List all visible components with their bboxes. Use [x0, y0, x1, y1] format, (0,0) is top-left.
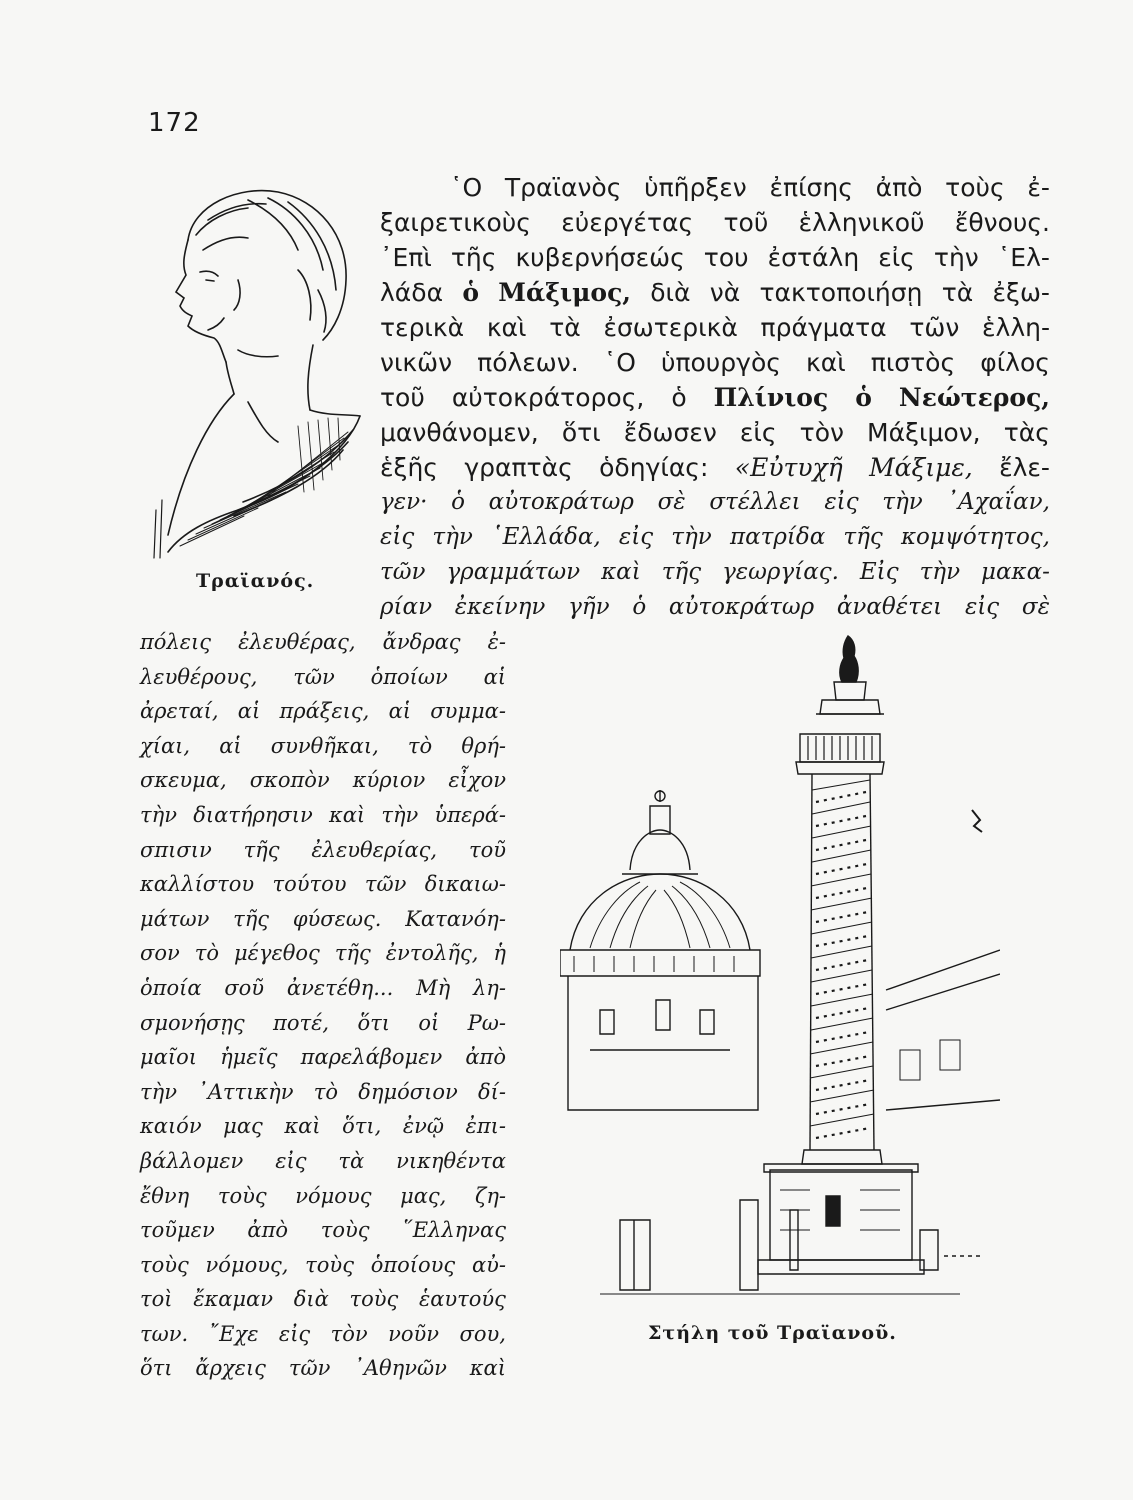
word: τούτου — [272, 872, 347, 897]
text-line — [140, 1006, 506, 1041]
word: νικῶν — [380, 348, 453, 377]
word: ἐπι- — [465, 1114, 506, 1139]
word: γῆν — [568, 594, 610, 620]
word: τὴν — [140, 802, 177, 827]
word: αἱ — [388, 699, 411, 724]
word: μακα- — [981, 559, 1050, 585]
word: τοὶ — [140, 1287, 173, 1312]
word: εὐεργέτας — [561, 208, 694, 237]
word: εἰς — [878, 243, 915, 272]
word: γραπτὰς — [464, 453, 573, 482]
word: ᾿Αθηνῶν — [353, 1356, 447, 1381]
word: ἐστάλη — [767, 243, 860, 272]
word: Μάξιμε, — [869, 453, 973, 482]
word: ἄνδρας — [382, 630, 461, 654]
word: γεν· — [380, 489, 428, 515]
word: τοὺς — [945, 173, 1005, 202]
word: του — [703, 243, 749, 272]
word: πιστὸς — [870, 348, 956, 377]
text-line — [380, 590, 1050, 625]
word: εἰς — [824, 489, 859, 515]
word: νικηθέντα — [396, 1148, 506, 1173]
word: ὅτι, — [342, 1114, 382, 1139]
word: ῾Ελλάδα, — [491, 524, 601, 550]
word: νοῦν — [388, 1321, 440, 1346]
word: ἐνῷ — [402, 1114, 444, 1139]
word: Πλίνιος — [713, 383, 829, 412]
word: τοὺς — [305, 1252, 354, 1277]
word: τὴν — [882, 489, 923, 515]
text-line — [380, 275, 1050, 310]
word: ῎Εχε — [208, 1321, 259, 1346]
text-line — [140, 1248, 506, 1283]
word: ἑλλη- — [982, 313, 1050, 342]
text-line — [140, 1109, 506, 1144]
text-line — [380, 380, 1050, 415]
word: ῾Ελ- — [997, 243, 1050, 272]
word: ζη- — [474, 1183, 506, 1208]
word: τὴν — [671, 524, 712, 550]
word: ἐπίσης — [769, 173, 853, 202]
word: ἡμεῖς — [220, 1045, 278, 1070]
word: τὰ — [338, 1148, 365, 1173]
word: ἔκαμαν — [193, 1287, 274, 1312]
word: σον — [140, 941, 180, 966]
word: τὰ — [549, 313, 581, 342]
word: «Εὐτυχῆ — [734, 453, 843, 482]
word: κυβερνήσεώς — [515, 243, 685, 272]
word: τὸν — [330, 1321, 368, 1346]
text-line — [140, 833, 506, 868]
word: καὶ — [328, 802, 366, 827]
word: μέγεθος — [234, 941, 320, 966]
text-line — [380, 520, 1050, 555]
word: τῆς — [450, 243, 497, 272]
word: ἀπὸ — [875, 173, 923, 202]
text-line — [140, 936, 506, 971]
word: ἡ — [493, 941, 506, 966]
word: τοὺς — [349, 1287, 399, 1312]
word: αἱ — [483, 664, 506, 689]
word: λάδα — [380, 278, 444, 307]
word: τῶν — [288, 1356, 331, 1381]
word: τῶν — [364, 872, 407, 897]
word: λη- — [472, 975, 506, 1000]
text-line — [140, 1144, 506, 1179]
word: σπισιν — [140, 837, 212, 862]
word: ποτέ, — [273, 1010, 330, 1035]
text-line — [140, 729, 506, 764]
word: νὰ — [709, 278, 741, 307]
text-line — [380, 205, 1050, 240]
word: τῶν — [909, 313, 960, 342]
word: Ρω- — [467, 1010, 506, 1035]
word: σὲ — [657, 489, 686, 515]
text-line — [380, 415, 1050, 450]
word: ᾿Αττικὴν — [197, 1079, 294, 1104]
word: καιόν — [140, 1114, 202, 1139]
text-line — [380, 240, 1050, 275]
word: τοὺς — [320, 1218, 370, 1243]
word: εἰς — [618, 524, 654, 550]
word: θρή- — [461, 733, 506, 758]
word: ξαιρετικοὺς — [380, 208, 531, 237]
word: στέλλει — [709, 489, 801, 515]
word: γεωργίας. — [722, 559, 839, 585]
word: πράξεις, — [279, 699, 370, 724]
word: συμμα- — [430, 699, 506, 724]
word: μας, — [400, 1183, 447, 1208]
text-line — [380, 170, 1050, 205]
word: ἐντολῆς, — [385, 941, 479, 966]
word: ῾Ο — [603, 348, 636, 377]
text-line — [380, 345, 1050, 380]
word: ἑξῆς — [380, 453, 438, 482]
word: τερικὰ — [380, 313, 465, 342]
word: σκευμα, — [140, 768, 227, 793]
word: νόμους — [295, 1183, 372, 1208]
word: εἰς — [275, 1148, 307, 1173]
text-line — [140, 694, 506, 729]
word: μάτων — [140, 906, 210, 931]
word: ὑπῆρξεν — [644, 173, 747, 202]
word: ἐ- — [1027, 173, 1050, 202]
word: ὁ — [855, 383, 872, 412]
word: αὐτοκράτορος, — [451, 383, 645, 412]
word: παρελάβομεν — [300, 1045, 443, 1070]
text-line — [140, 1040, 506, 1075]
column-caption: Στήλη τοῦ Τραϊανοῦ. — [648, 1322, 897, 1344]
text-line — [140, 971, 506, 1006]
right-text-block — [380, 170, 1050, 625]
text-line — [140, 1317, 506, 1352]
word: ὅτι — [357, 1010, 390, 1035]
word: αἱ — [219, 733, 242, 758]
word: τοὺς — [217, 1183, 267, 1208]
word: πόλεις — [140, 630, 212, 654]
word: τὸ — [407, 733, 433, 758]
word: τοῦμεν — [140, 1218, 215, 1243]
word: τοῦ — [380, 383, 425, 412]
word: Τραϊανὸς — [504, 173, 622, 202]
word: σμονήσῃς — [140, 1010, 245, 1035]
word: ὁποίων — [370, 664, 448, 689]
word: ἑαυτούς — [418, 1287, 506, 1312]
word: σου, — [459, 1321, 506, 1346]
word: ὅτι — [140, 1356, 173, 1381]
word: τοῦ — [468, 837, 506, 862]
word: γραμμάτων — [446, 559, 581, 585]
text-line — [140, 1282, 506, 1317]
word: ἐσωτερικὰ — [603, 313, 738, 342]
text-line — [140, 1179, 506, 1214]
word: ἐ- — [487, 630, 506, 654]
word: πόλεων. — [477, 348, 579, 377]
word: τῆς — [233, 906, 270, 931]
word: τὴν — [919, 559, 961, 585]
word: καλλίστου — [140, 872, 255, 897]
word: τῆς — [843, 524, 883, 550]
word: λευθέρους, — [140, 664, 258, 689]
text-line — [140, 1351, 506, 1386]
word: τακτοποιήσῃ — [759, 278, 923, 307]
word: τὸν — [799, 418, 844, 447]
word: μας — [223, 1114, 263, 1139]
word: διὰ — [293, 1287, 329, 1312]
word: σοῦ — [224, 975, 265, 1000]
word: ἑλληνικοῦ — [798, 208, 925, 237]
word: τῆς — [243, 837, 280, 862]
word: συνθῆκαι, — [270, 733, 379, 758]
word: ὁ — [632, 594, 647, 620]
word: καὶ — [806, 348, 846, 377]
word: ἐξω- — [992, 278, 1050, 307]
word: ᾿Επὶ — [380, 243, 432, 272]
word: καὶ — [486, 313, 527, 342]
word: καὶ — [284, 1114, 321, 1139]
word: ὑπερά- — [434, 802, 506, 827]
word: δικαιω- — [424, 872, 506, 897]
word: κομψότητος, — [900, 524, 1050, 550]
word: εἰς — [964, 594, 1000, 620]
word: ἐλευθέρας, — [238, 630, 356, 654]
word: των. — [140, 1321, 189, 1346]
word: Κατανόη- — [405, 906, 506, 931]
word: ἄρχεις — [195, 1356, 266, 1381]
text-line — [140, 867, 506, 902]
word: χίαι, — [140, 733, 191, 758]
word: πράγματα — [760, 313, 887, 342]
text-line — [140, 660, 506, 695]
word: ἀπὸ — [247, 1218, 289, 1243]
word: καὶ — [469, 1356, 506, 1381]
word: Μὴ — [416, 975, 451, 1000]
word: φίλος — [980, 348, 1050, 377]
word: ἀνετέθη... — [286, 975, 394, 1000]
word: ὁποία — [140, 975, 202, 1000]
word: Μάξιμος, — [498, 278, 631, 307]
word: Μάξιμον, — [867, 418, 981, 447]
word: κύριον — [352, 768, 426, 793]
word: ἐλευθερίας, — [311, 837, 438, 862]
word: νόμους, — [205, 1252, 289, 1277]
word: ἔλε- — [999, 453, 1050, 482]
word: αἱ — [237, 699, 261, 724]
word: ᾿Αχαΐαν, — [946, 489, 1050, 515]
word: ὁ — [462, 278, 480, 307]
word: ὁ — [451, 489, 465, 515]
word: εἰς — [380, 524, 415, 550]
word: ρίαν — [380, 594, 433, 620]
word: τὴν — [140, 1079, 177, 1104]
word: τῶν — [380, 559, 426, 585]
bust-caption: Τραϊανός. — [196, 570, 315, 592]
word: τῆς — [661, 559, 702, 585]
word: ἀναθέτει — [836, 594, 943, 620]
text-line — [140, 902, 506, 937]
text-line — [140, 763, 506, 798]
text-line — [140, 625, 506, 660]
word: ὁδηγίας: — [599, 453, 709, 482]
word: τὰ — [941, 278, 974, 307]
page-number: 172 — [148, 108, 201, 138]
word: ἔθνους. — [954, 208, 1050, 237]
word: ἔθνη — [140, 1183, 190, 1208]
word: φύσεως. — [292, 906, 382, 931]
word: ἀπὸ — [465, 1045, 506, 1070]
word: Νεώτερος, — [898, 383, 1050, 412]
word: τὰς — [1003, 418, 1050, 447]
word: ὁ — [671, 383, 687, 412]
bust-portrait-icon — [148, 180, 364, 560]
word: αὐτοκράτωρ — [668, 594, 815, 620]
trajan-column-icon — [560, 630, 1000, 1310]
word: βάλλομεν — [140, 1148, 244, 1173]
text-line — [380, 310, 1050, 345]
word: σὲ — [1021, 594, 1050, 620]
word: εἶχον — [448, 768, 506, 793]
word: τῶν — [293, 664, 335, 689]
word: οἱ — [418, 1010, 440, 1035]
word: τοῦ — [723, 208, 769, 237]
word: τὴν — [432, 524, 473, 550]
word: τὴν — [933, 243, 979, 272]
word: ὁποίους — [370, 1252, 456, 1277]
word: αὐτοκράτωρ — [488, 489, 634, 515]
text-line — [140, 798, 506, 833]
word: καὶ — [601, 559, 641, 585]
word: ῾Ο — [450, 173, 483, 202]
word: τῆς — [334, 941, 371, 966]
word: εἰς — [739, 418, 777, 447]
word: τὸ — [313, 1079, 338, 1104]
word: μανθάνομεν, — [380, 418, 539, 447]
word: τὸ — [194, 941, 220, 966]
left-text-block — [140, 625, 506, 1386]
word: τὴν — [381, 802, 419, 827]
text-line — [140, 1075, 506, 1110]
word: πατρίδα — [729, 524, 826, 550]
word: ὅτι — [561, 418, 601, 447]
word: Εἰς — [859, 559, 899, 585]
text-line — [380, 485, 1050, 520]
word: ἔδωσεν — [623, 418, 717, 447]
word: αὐ- — [471, 1252, 506, 1277]
word: ῞Ελληνας — [402, 1218, 506, 1243]
word: δημόσιον — [358, 1079, 458, 1104]
word: ὑπουργὸς — [661, 348, 781, 377]
word: διὰ — [650, 278, 691, 307]
word: ἐκείνην — [454, 594, 546, 620]
word: τοὺς — [140, 1252, 189, 1277]
word: σκοπὸν — [249, 768, 330, 793]
word: ἀρεταί, — [140, 699, 219, 724]
text-line — [140, 1213, 506, 1248]
text-line — [380, 450, 1050, 485]
word: διατήρησιν — [193, 802, 313, 827]
text-line — [380, 555, 1050, 590]
word: δί- — [478, 1079, 506, 1104]
word: εἰς — [278, 1321, 311, 1346]
word: μαῖοι — [140, 1045, 197, 1070]
